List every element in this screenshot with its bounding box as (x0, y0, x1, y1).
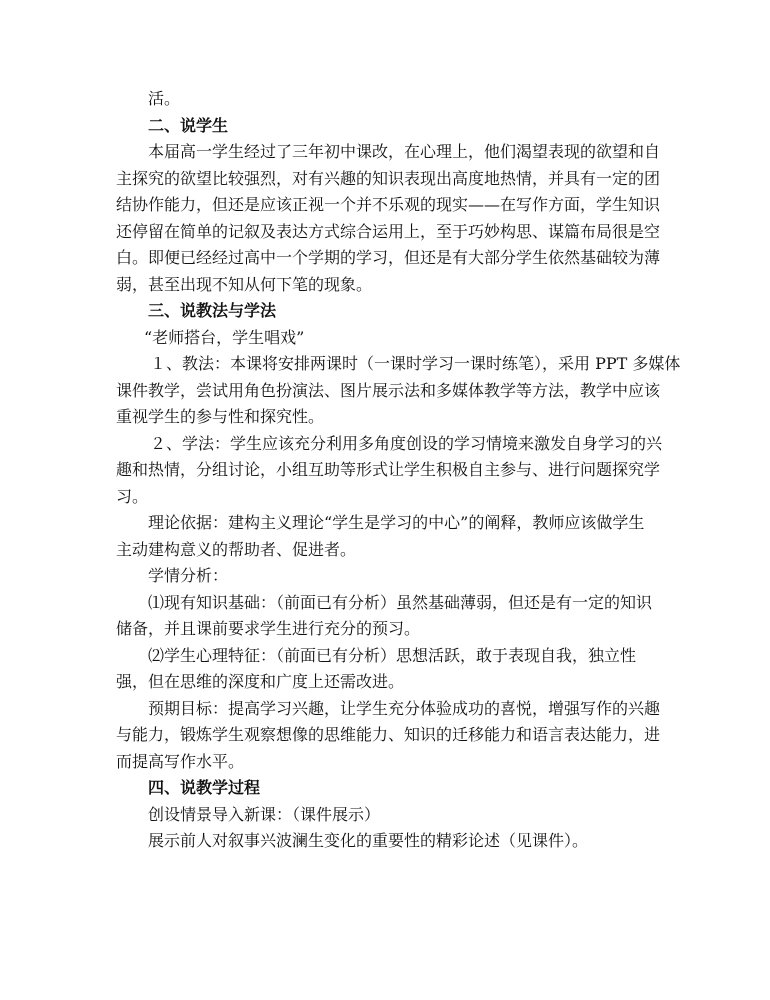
section-heading-methods: 三、说教法与学法 (148, 301, 277, 320)
text-line: 与能力，锻炼学生观察想像的思维能力、知识的迁移能力和语言表达能力，进 (116, 725, 661, 744)
text-line: 趣和热情，分组讨论，小组互助等形式让学生积极自主参与、进行问题探究学 (116, 460, 661, 479)
section-heading-students: 二、说学生 (148, 115, 229, 135)
text-line: 预期目标：提高学习兴趣，让学生充分体验成功的喜悦，增强写作的兴趣 (148, 698, 661, 718)
text-line: 结协作能力，但还是应该正视一个并不乐观的现实——在写作方面，学生知识 (116, 195, 661, 214)
text-line: 本届高一学生经过了三年初中课改，在心理上，他们渴望表现的欲望和自 (148, 142, 661, 161)
text-line: ⑴现有知识基础：（前面已有分析）虽然基础薄弱，但还是有一定的知识 (148, 592, 653, 612)
text-line: 储备，并且课前要求学生进行充分的预习。 (116, 619, 421, 638)
text-line: 活。 (148, 89, 181, 108)
text-line: 还停留在简单的记叙及表达方式综合运用上，至于巧妙构思、谋篇布局很是空 (116, 221, 661, 241)
text-line: 而提高写作水平。 (116, 751, 245, 771)
text-line: 展示前人对叙事兴波澜生变化的重要性的精彩论述（见课件）。 (148, 831, 589, 850)
text-line: 理论依据：建构主义理论“学生是学习的中心”的阐释，教师应该做学生 (148, 513, 645, 532)
text-line: 白。即便已经经过高中一个学期的学习，但还是有大部分学生依然基础较为薄 (116, 248, 661, 267)
text-line: 学情分析： (148, 566, 229, 585)
document-page (116, 86, 681, 855)
text-line: 主探究的欲望比较强烈，对有兴趣的知识表现出高度地热情，并具有一定的团 (116, 168, 661, 188)
section-heading-process: 四、说教学过程 (148, 778, 261, 797)
quote-line: “老师搭台，学生唱戏” (144, 327, 305, 347)
text-line: １、教法：本课将安排两课时（一课时学习一课时练笔），采用 PPT 多媒体 (150, 354, 681, 373)
text-line: ⑵学生心理特征：（前面已有分析）思想活跃，敢于表现自我，独立性 (148, 645, 637, 665)
text-line: 重视学生的参与性和探究性。 (116, 407, 325, 426)
text-line: 创设情景导入新课：（课件展示） (148, 804, 381, 824)
text-line: 主动建构意义的帮助者、促进者。 (116, 539, 357, 559)
text-line: 课件教学，尝试用角色扮演法、图片展示法和多媒体教学等方法，教学中应该 (116, 380, 661, 400)
text-line: 强，但在思维的深度和广度上还需改进。 (116, 672, 405, 691)
text-line: ２、学法：学生应该充分利用多角度创设的学习情境来激发自身学习的兴 (150, 433, 663, 453)
text-line: 习。 (116, 486, 149, 506)
text-line: 弱，甚至出现不知从何下笔的现象。 (116, 274, 373, 294)
